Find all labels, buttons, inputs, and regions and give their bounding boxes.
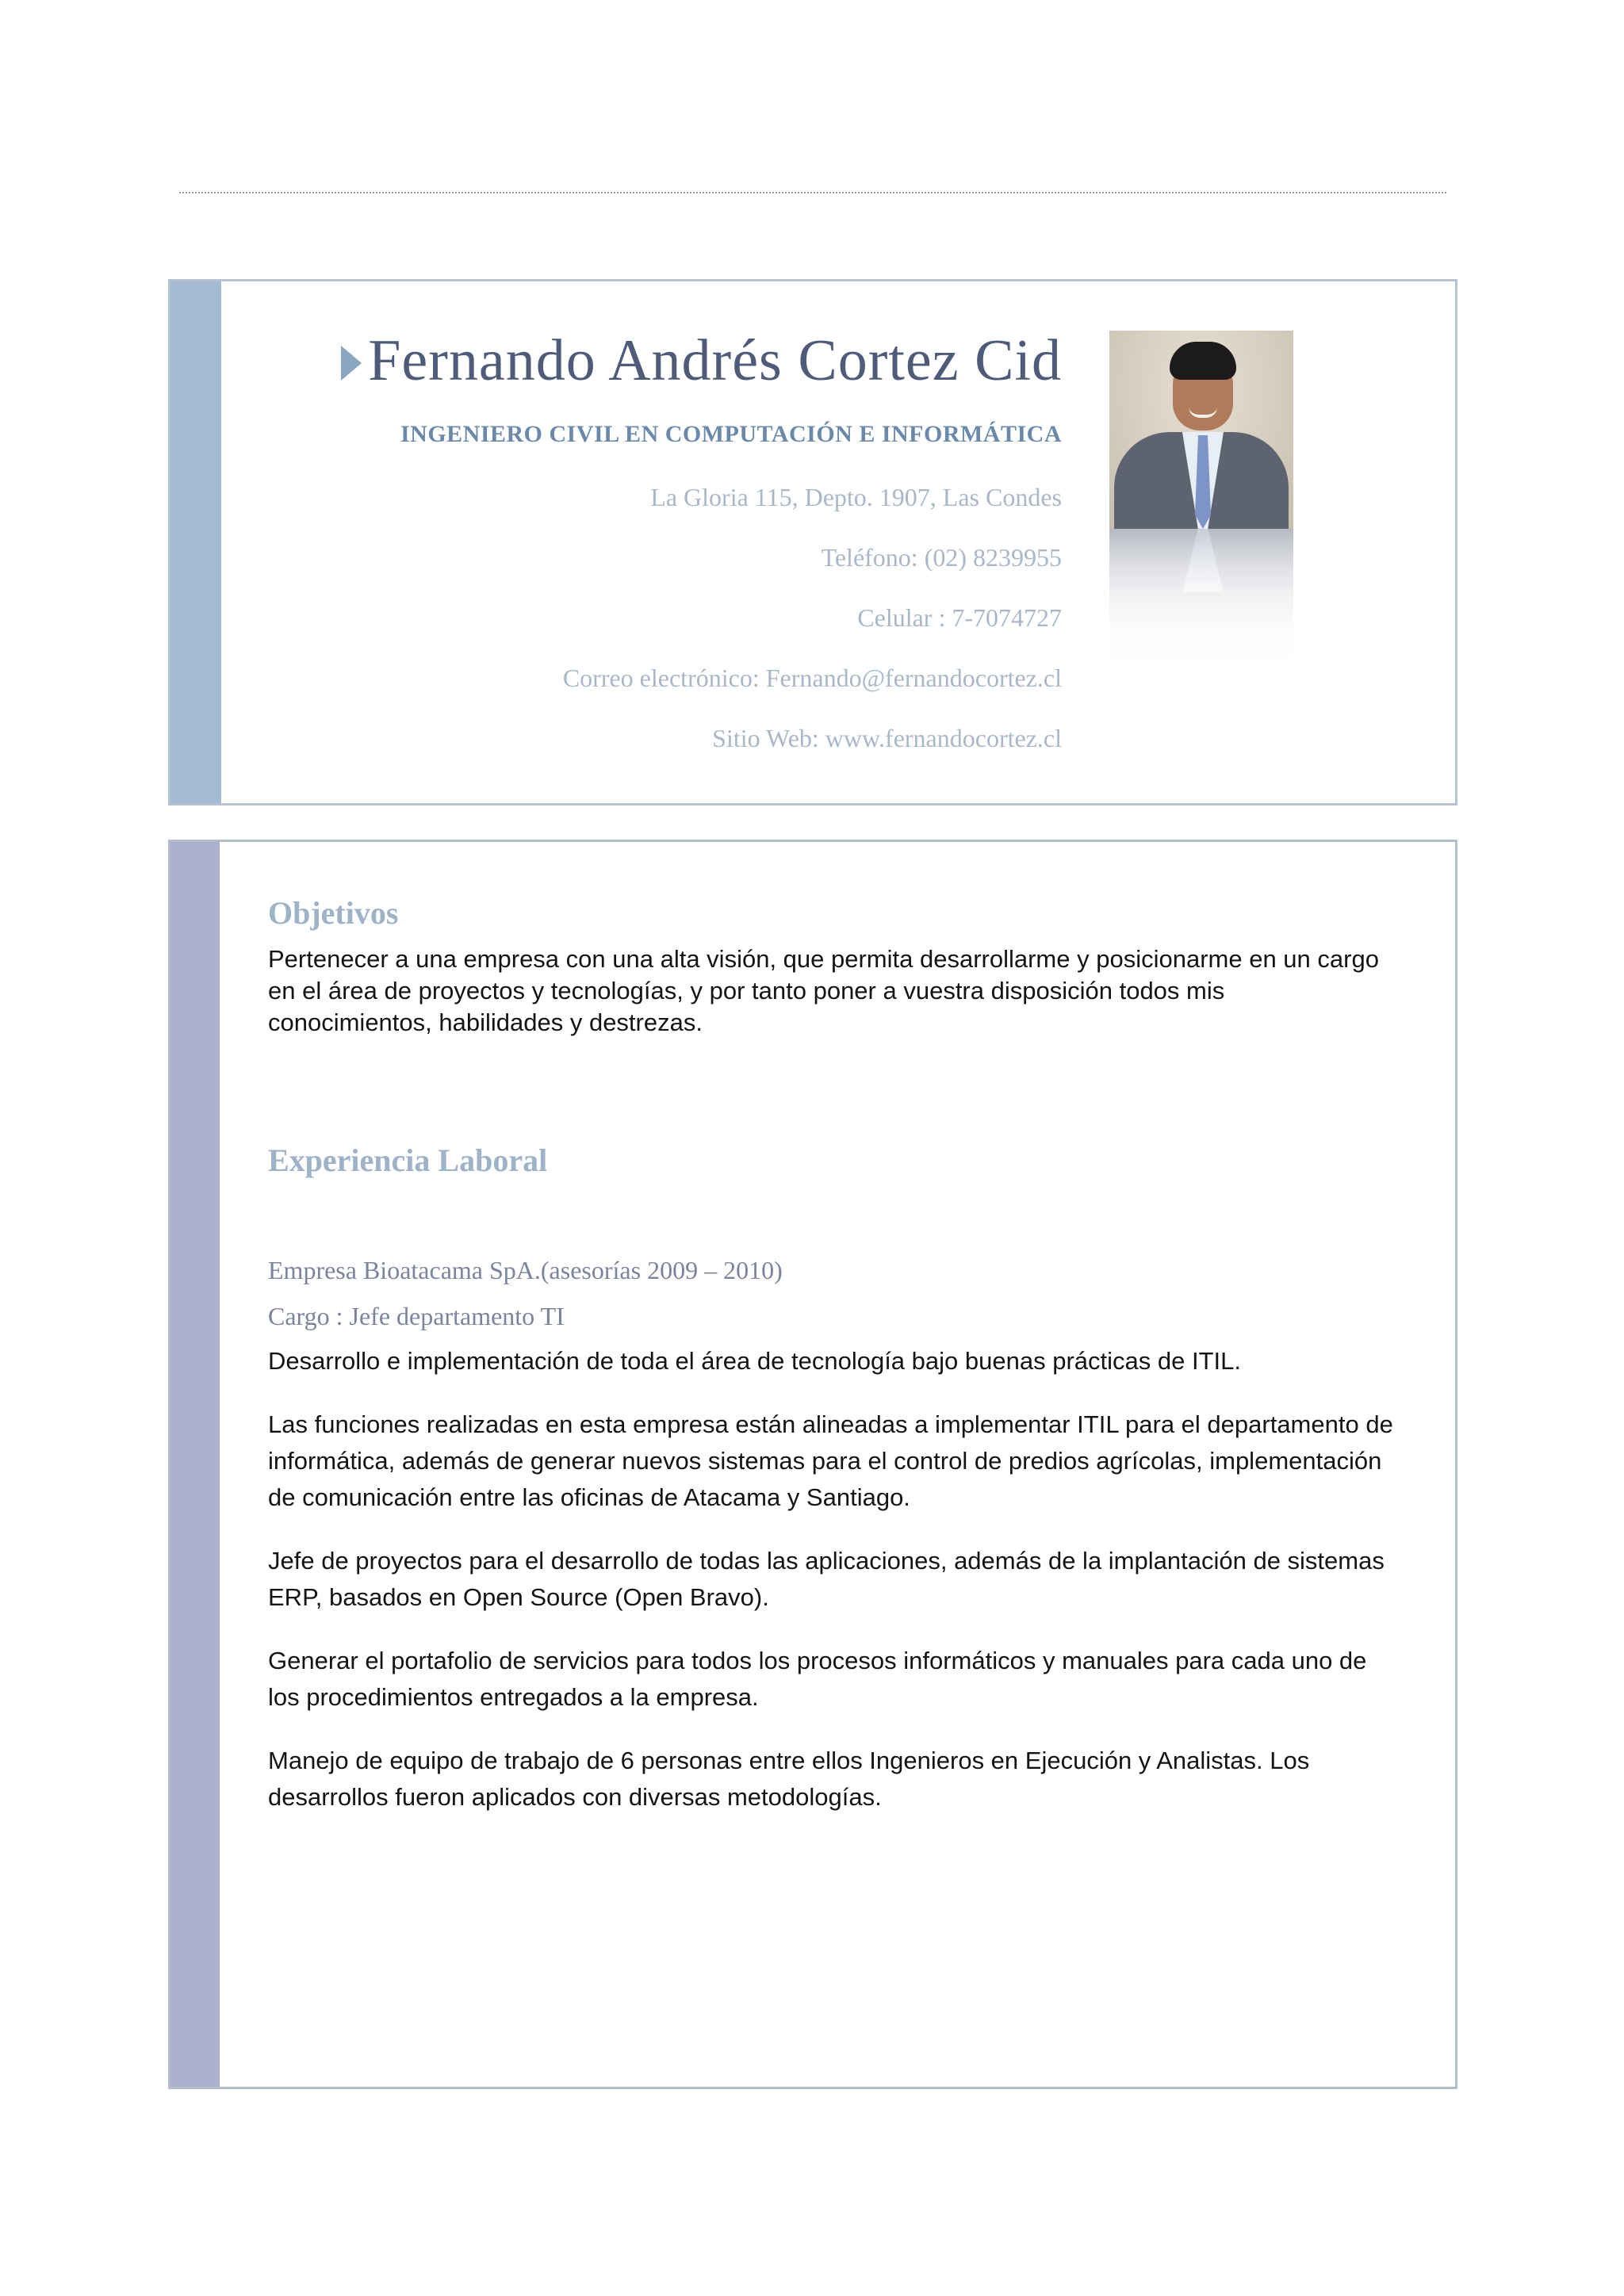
email: Correo electrónico: Fernando@fernandocortez.cl	[562, 664, 1062, 692]
header-accent-bar	[170, 281, 221, 803]
body-card	[168, 840, 1457, 2089]
experience-paragraph	[268, 1543, 1410, 1616]
experience-line: ERP, basados en Open Source (Open Bravo).	[268, 1583, 769, 1611]
header-card	[168, 279, 1457, 806]
experience-line: Manejo de equipo de trabajo de 6 personas entre ellos Ingenieros en Ejecución y Analistas. Los	[268, 1747, 1310, 1774]
profile-photo-reflection	[1109, 529, 1293, 675]
experience-line: Generar el portafolio de servicios para todos los procesos informáticos y manuales para cada uno de	[268, 1647, 1367, 1674]
body-accent-bar	[170, 842, 220, 2087]
objectives-heading: Objetivos	[268, 895, 399, 931]
objectives-line: Pertenecer a una empresa con una alta visión, que permita desarrollarme y posicionarme en un cargo	[268, 945, 1379, 973]
experience-line: Las funciones realizadas en esta empresa están alineadas a implementar ITIL para el departamento de	[268, 1410, 1393, 1438]
profile-photo-image	[1109, 331, 1293, 529]
experience-heading: Experiencia Laboral	[268, 1142, 548, 1178]
experience-line: Jefe de proyectos para el desarrollo de todas las aplicaciones, además de la implantación de sistemas	[268, 1547, 1385, 1575]
profile-photo	[1109, 331, 1293, 675]
objectives-line: conocimientos, habilidades y destrezas.	[268, 1008, 703, 1036]
triangle-right-icon	[341, 346, 362, 381]
objectives-text	[268, 943, 1410, 1039]
objectives-line: en el área de proyectos y tecnologías, y por tanto poner a vuestra disposición todos mis	[268, 977, 1225, 1004]
experience-paragraph	[268, 1406, 1410, 1516]
website: Sitio Web: www.fernandocortez.cl	[712, 724, 1062, 752]
experience-paragraph	[268, 1343, 1410, 1380]
experience-line: de comunicación entre las oficinas de Atacama y Santiago.	[268, 1483, 910, 1511]
experience-line: desarrollos fueron aplicados con diversas metodologías.	[268, 1783, 882, 1811]
job-position: Cargo : Jefe departamento TI	[268, 1302, 565, 1330]
address: La Gloria 115, Depto. 1907, Las Condes	[650, 483, 1062, 511]
company-name: Empresa Bioatacama SpA.(asesorías 2009 – 2010)	[268, 1256, 783, 1284]
top-dotted-rule	[179, 192, 1446, 193]
professional-title: INGENIERO CIVIL EN COMPUTACIÓN E INFORMÁTICA	[400, 421, 1062, 447]
candidate-name: Fernando Andrés Cortez Cid	[368, 328, 1062, 393]
experience-paragraph	[268, 1643, 1410, 1716]
experience-line: Desarrollo e implementación de toda el área de tecnología bajo buenas prácticas de ITIL.	[268, 1347, 1241, 1375]
mobile-phone: Celular : 7-7074727	[857, 603, 1062, 632]
name-row	[341, 327, 1062, 395]
experience-line: los procedimientos entregados a la empresa.	[268, 1683, 759, 1711]
experience-line: informática, además de generar nuevos sistemas para el control de predios agrícolas, implementación	[268, 1447, 1382, 1475]
phone: Teléfono: (02) 8239955	[821, 543, 1062, 572]
experience-paragraph	[268, 1743, 1410, 1816]
